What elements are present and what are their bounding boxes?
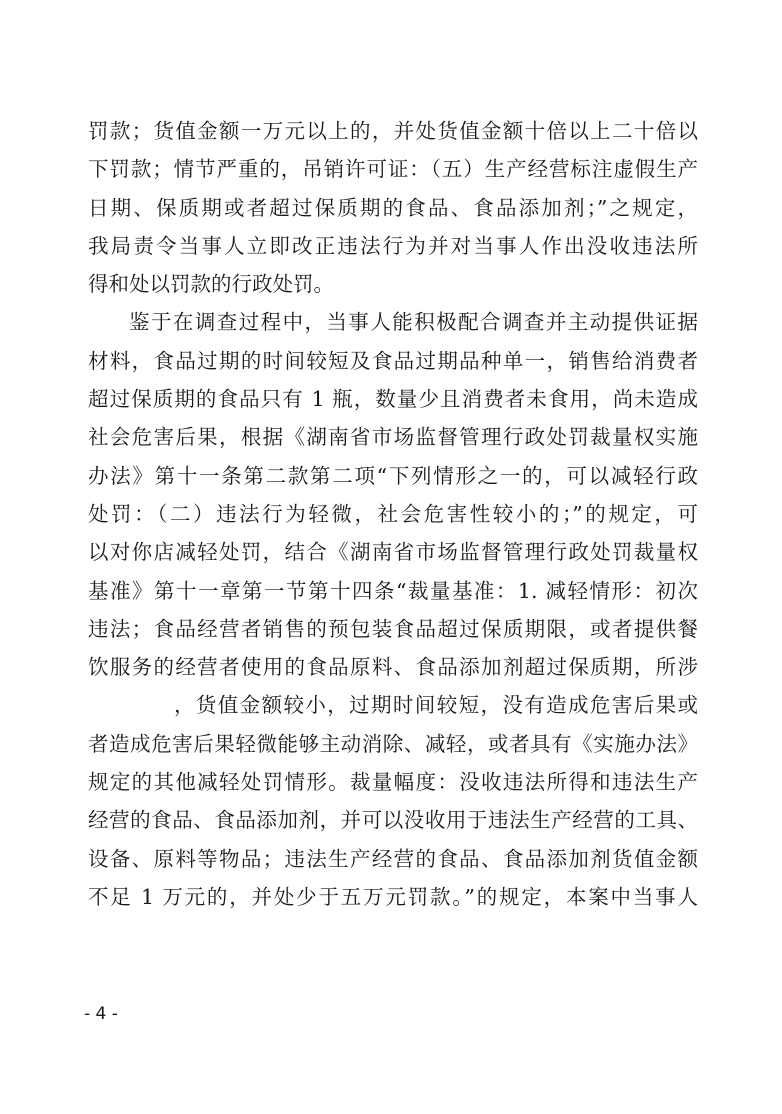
text-line: 超过保质期的食品只有 1 瓶，数量少且消费者未食用，尚未造成 bbox=[88, 387, 698, 412]
page-number: - 4 - bbox=[84, 1004, 118, 1024]
text-line: 规定的其他减轻处罚情形。裁量幅度：没收违法所得和违法生产 bbox=[88, 770, 698, 795]
text-line: 我局责令当事人立即改正违法行为并对当事人作出没收违法所 bbox=[88, 233, 698, 258]
text-line: 处罚：（二）违法行为轻微，社会危害性较小的；”的规定，可 bbox=[88, 501, 698, 526]
text-line: 者造成危害后果轻微能够主动消除、减轻，或者具有《实施办法》 bbox=[88, 731, 698, 756]
text-line: 鉴于在调查过程中，当事人能积极配合调查并主动提供证据 bbox=[129, 310, 698, 335]
text-line: 违法；食品经营者销售的预包装食品超过保质期限，或者提供餐 bbox=[88, 616, 698, 641]
text-line: 得和处以罚款的行政处罚。 bbox=[88, 272, 334, 297]
text-line: 基准》第十一章第一节第十四条“裁量基准：1. 减轻情形：初次 bbox=[88, 578, 698, 603]
text-line: 设备、原料等物品；违法生产经营的食品、食品添加剂货值金额 bbox=[88, 846, 698, 871]
text-line: 经营的食品、食品添加剂，并可以没收用于违法生产经营的工具、 bbox=[88, 808, 698, 833]
text-line: 不足 1 万元的，并处少于五万元罚款。”的规定，本案中当事人 bbox=[88, 884, 698, 909]
text-line: 饮服务的经营者使用的食品原料、食品添加剂超过保质期，所涉 bbox=[88, 655, 698, 680]
text-line: ，货值金额较小，过期时间较短，没有造成危害后果或 bbox=[174, 693, 698, 718]
text-line: 办法》第十一条第二款第二项“下列情形之一的，可以减轻行政 bbox=[88, 463, 698, 488]
text-line: 日期、保质期或者超过保质期的食品、食品添加剂；”之规定， bbox=[88, 195, 698, 220]
text-line: 下罚款；情节严重的，吊销许可证：（五）生产经营标注虚假生产 bbox=[88, 157, 698, 182]
text-line: 以对你店减轻处罚，结合《湖南省市场监督管理行政处罚裁量权 bbox=[88, 540, 698, 565]
document-body bbox=[88, 112, 698, 916]
text-line: 罚款；货值金额一万元以上的，并处货值金额十倍以上二十倍以 bbox=[88, 119, 698, 143]
text-line: 社会危害后果，根据《湖南省市场监督管理行政处罚裁量权实施 bbox=[88, 425, 698, 450]
text-line: 材料，食品过期的时间较短及食品过期品种单一，销售给消费者 bbox=[88, 348, 698, 373]
